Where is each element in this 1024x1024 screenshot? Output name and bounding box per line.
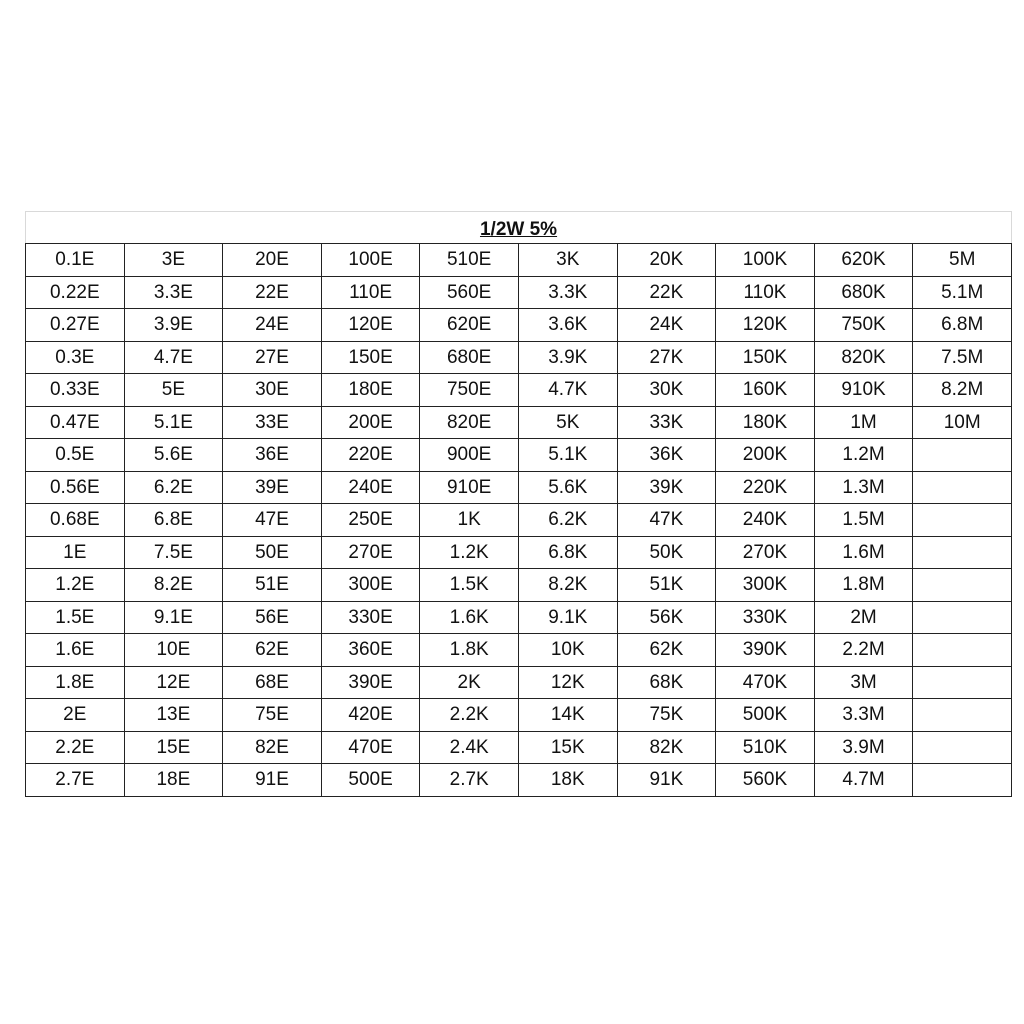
table-cell: 0.68E — [26, 504, 125, 537]
table-cell — [913, 634, 1012, 667]
table-cell: 0.3E — [26, 341, 125, 374]
table-cell: 56K — [617, 601, 716, 634]
table-cell: 20K — [617, 244, 716, 277]
table-cell: 6.8E — [124, 504, 223, 537]
table-cell: 620E — [420, 309, 519, 342]
table-cell: 22E — [223, 276, 322, 309]
table-row — [26, 341, 1012, 374]
table-cell: 120K — [716, 309, 815, 342]
table-cell: 18E — [124, 764, 223, 797]
table-cell: 39K — [617, 471, 716, 504]
table-cell: 3.3K — [518, 276, 617, 309]
table-cell: 10K — [518, 634, 617, 667]
table-cell: 910K — [814, 374, 913, 407]
table-cell: 100E — [321, 244, 420, 277]
table-cell: 390E — [321, 666, 420, 699]
table-cell: 680E — [420, 341, 519, 374]
table-cell: 1.6E — [26, 634, 125, 667]
table-cell: 3.3M — [814, 699, 913, 732]
table-cell — [913, 439, 1012, 472]
table-cell: 3.9E — [124, 309, 223, 342]
table-cell: 420E — [321, 699, 420, 732]
table-cell: 1.6M — [814, 536, 913, 569]
table-cell: 240E — [321, 471, 420, 504]
table-row — [26, 699, 1012, 732]
table-cell — [913, 699, 1012, 732]
table-row — [26, 504, 1012, 537]
table-title: 1/2W 5% — [26, 212, 1012, 244]
table-cell: 120E — [321, 309, 420, 342]
table-cell: 10M — [913, 406, 1012, 439]
table-row — [26, 601, 1012, 634]
table-cell: 50E — [223, 536, 322, 569]
table-cell: 750K — [814, 309, 913, 342]
table-cell — [913, 666, 1012, 699]
table-row — [26, 764, 1012, 797]
table-cell: 9.1K — [518, 601, 617, 634]
table-cell: 3.6K — [518, 309, 617, 342]
table-cell: 180E — [321, 374, 420, 407]
table-cell: 47K — [617, 504, 716, 537]
table-cell: 1.5K — [420, 569, 519, 602]
table-cell: 2M — [814, 601, 913, 634]
table-cell — [913, 569, 1012, 602]
table-cell: 50K — [617, 536, 716, 569]
table-cell: 0.33E — [26, 374, 125, 407]
table-cell — [913, 764, 1012, 797]
table-cell: 7.5E — [124, 536, 223, 569]
table-cell: 2.4K — [420, 731, 519, 764]
table-row — [26, 406, 1012, 439]
table-cell: 14K — [518, 699, 617, 732]
table-cell: 51K — [617, 569, 716, 602]
table-cell: 36E — [223, 439, 322, 472]
table-cell: 62E — [223, 634, 322, 667]
table-cell: 12E — [124, 666, 223, 699]
table-cell: 8.2K — [518, 569, 617, 602]
table-cell: 91E — [223, 764, 322, 797]
table-cell: 1.5E — [26, 601, 125, 634]
table-row — [26, 374, 1012, 407]
table-cell: 510E — [420, 244, 519, 277]
table-cell: 1.8E — [26, 666, 125, 699]
table-cell: 1.2M — [814, 439, 913, 472]
table-row — [26, 439, 1012, 472]
table-cell: 150E — [321, 341, 420, 374]
table-row — [26, 731, 1012, 764]
table-cell: 47E — [223, 504, 322, 537]
table-cell: 4.7M — [814, 764, 913, 797]
table-cell: 91K — [617, 764, 716, 797]
table-cell: 22K — [617, 276, 716, 309]
table-cell: 3E — [124, 244, 223, 277]
table-row — [26, 244, 1012, 277]
table-cell: 10E — [124, 634, 223, 667]
table-cell: 0.22E — [26, 276, 125, 309]
table-cell: 680K — [814, 276, 913, 309]
table-cell: 2K — [420, 666, 519, 699]
table-cell: 620K — [814, 244, 913, 277]
table-cell: 330E — [321, 601, 420, 634]
table-cell: 100K — [716, 244, 815, 277]
table-cell — [913, 601, 1012, 634]
table-cell: 150K — [716, 341, 815, 374]
table-cell: 0.47E — [26, 406, 125, 439]
table-cell: 6.8K — [518, 536, 617, 569]
table-cell: 500K — [716, 699, 815, 732]
table-cell: 5K — [518, 406, 617, 439]
table-cell — [913, 536, 1012, 569]
table-cell: 27K — [617, 341, 716, 374]
table-cell: 2.2M — [814, 634, 913, 667]
table-cell: 560K — [716, 764, 815, 797]
table-cell: 6.2E — [124, 471, 223, 504]
table-cell: 5.6K — [518, 471, 617, 504]
table-cell: 3.3E — [124, 276, 223, 309]
table-cell: 7.5M — [913, 341, 1012, 374]
table-cell: 9.1E — [124, 601, 223, 634]
table-cell: 1.8M — [814, 569, 913, 602]
table-cell: 560E — [420, 276, 519, 309]
table-cell: 1.3M — [814, 471, 913, 504]
table-cell: 4.7E — [124, 341, 223, 374]
table-cell: 5M — [913, 244, 1012, 277]
table-row — [26, 634, 1012, 667]
table-cell: 75E — [223, 699, 322, 732]
table-cell — [913, 504, 1012, 537]
table-cell: 200E — [321, 406, 420, 439]
table-cell: 3.9M — [814, 731, 913, 764]
table-cell: 5.1M — [913, 276, 1012, 309]
table-cell: 27E — [223, 341, 322, 374]
table-cell: 1.5M — [814, 504, 913, 537]
table-cell: 5.1K — [518, 439, 617, 472]
table-cell: 360E — [321, 634, 420, 667]
table-cell: 300K — [716, 569, 815, 602]
table-row — [26, 471, 1012, 504]
table-body — [26, 244, 1012, 797]
table-cell: 5.1E — [124, 406, 223, 439]
table-cell: 8.2M — [913, 374, 1012, 407]
table-cell: 56E — [223, 601, 322, 634]
table-cell: 3K — [518, 244, 617, 277]
table-row — [26, 309, 1012, 342]
table-cell: 30E — [223, 374, 322, 407]
table-cell: 18K — [518, 764, 617, 797]
table-cell — [913, 731, 1012, 764]
table-cell: 820E — [420, 406, 519, 439]
table-cell: 1.6K — [420, 601, 519, 634]
table-title-row — [26, 212, 1012, 244]
table-cell: 2E — [26, 699, 125, 732]
table-cell: 6.2K — [518, 504, 617, 537]
table-cell: 820K — [814, 341, 913, 374]
table-cell: 4.7K — [518, 374, 617, 407]
table-cell: 470E — [321, 731, 420, 764]
table-cell: 24K — [617, 309, 716, 342]
table-cell: 240K — [716, 504, 815, 537]
table-cell: 510K — [716, 731, 815, 764]
table-cell: 51E — [223, 569, 322, 602]
table-cell: 12K — [518, 666, 617, 699]
table-cell: 330K — [716, 601, 815, 634]
table-cell: 5E — [124, 374, 223, 407]
table-cell: 13E — [124, 699, 223, 732]
table-cell: 250E — [321, 504, 420, 537]
table-cell: 39E — [223, 471, 322, 504]
table-cell: 82E — [223, 731, 322, 764]
table-row — [26, 276, 1012, 309]
table-cell: 68K — [617, 666, 716, 699]
table-cell: 1.2K — [420, 536, 519, 569]
table-cell: 220E — [321, 439, 420, 472]
table-cell: 270K — [716, 536, 815, 569]
table-cell: 15E — [124, 731, 223, 764]
table-cell: 160K — [716, 374, 815, 407]
table-cell: 2.7K — [420, 764, 519, 797]
table-cell: 470K — [716, 666, 815, 699]
table-cell: 30K — [617, 374, 716, 407]
table-cell: 1E — [26, 536, 125, 569]
table-cell: 5.6E — [124, 439, 223, 472]
table-cell: 3.9K — [518, 341, 617, 374]
table-cell: 0.27E — [26, 309, 125, 342]
table-cell: 3M — [814, 666, 913, 699]
table-cell: 0.1E — [26, 244, 125, 277]
table-cell: 300E — [321, 569, 420, 602]
table-cell: 2.7E — [26, 764, 125, 797]
table-cell: 33K — [617, 406, 716, 439]
table-cell: 110K — [716, 276, 815, 309]
table-cell: 910E — [420, 471, 519, 504]
table-cell: 2.2E — [26, 731, 125, 764]
table-row — [26, 569, 1012, 602]
table-cell: 0.5E — [26, 439, 125, 472]
resistor-value-table — [25, 211, 1012, 797]
table-cell: 200K — [716, 439, 815, 472]
table-cell: 2.2K — [420, 699, 519, 732]
table-cell: 36K — [617, 439, 716, 472]
resistor-value-sheet — [25, 211, 1011, 797]
table-cell: 82K — [617, 731, 716, 764]
table-cell: 8.2E — [124, 569, 223, 602]
table-cell: 33E — [223, 406, 322, 439]
table-row — [26, 666, 1012, 699]
table-cell: 20E — [223, 244, 322, 277]
table-cell: 75K — [617, 699, 716, 732]
table-cell: 68E — [223, 666, 322, 699]
table-cell: 270E — [321, 536, 420, 569]
table-cell: 62K — [617, 634, 716, 667]
table-cell: 1.2E — [26, 569, 125, 602]
table-cell: 1.8K — [420, 634, 519, 667]
table-cell: 6.8M — [913, 309, 1012, 342]
table-cell — [913, 471, 1012, 504]
table-cell: 110E — [321, 276, 420, 309]
table-cell: 900E — [420, 439, 519, 472]
table-cell: 390K — [716, 634, 815, 667]
table-cell: 500E — [321, 764, 420, 797]
table-cell: 15K — [518, 731, 617, 764]
table-cell: 750E — [420, 374, 519, 407]
table-cell: 220K — [716, 471, 815, 504]
table-cell: 0.56E — [26, 471, 125, 504]
table-cell: 180K — [716, 406, 815, 439]
table-cell: 1K — [420, 504, 519, 537]
table-cell: 1M — [814, 406, 913, 439]
table-cell: 24E — [223, 309, 322, 342]
table-row — [26, 536, 1012, 569]
